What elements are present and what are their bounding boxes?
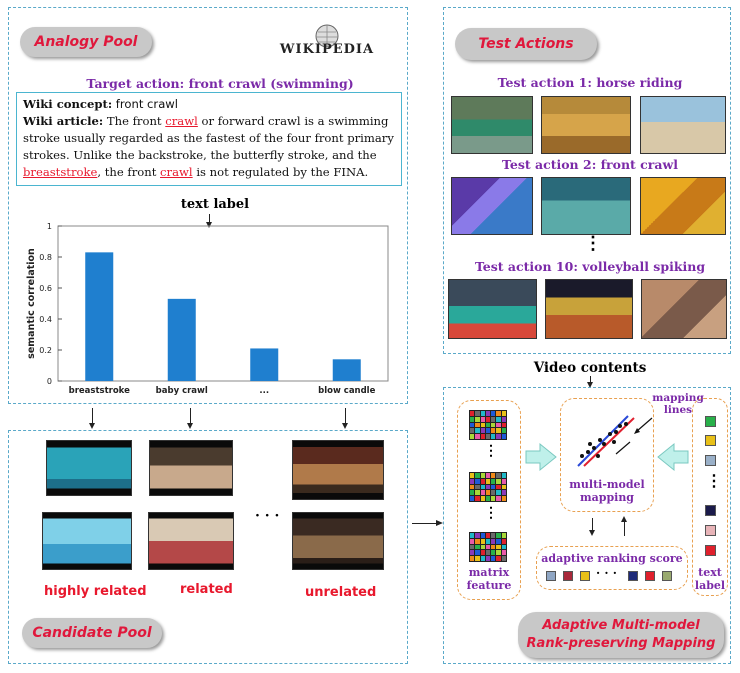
matrix-cell: [496, 550, 500, 555]
mapping-title: [518, 612, 724, 658]
thumb-horse-3: [640, 96, 726, 154]
matrix-cell: [475, 545, 479, 550]
wikipedia-logo: [272, 22, 382, 60]
matrix-grid-2: [469, 472, 507, 502]
matrix-label-line1: matrix: [468, 566, 510, 579]
matrix-cell: [486, 550, 490, 555]
text-square-4: [705, 505, 716, 516]
wiki-article-label: Wiki article:: [23, 114, 104, 128]
bar-3: [333, 359, 361, 381]
matrix-cell: [496, 485, 500, 490]
matrix-cell: [496, 423, 500, 428]
x-tick-label: breaststroke: [68, 386, 130, 396]
y-tick-label: 0.4: [39, 315, 52, 324]
matrix-cell: [486, 539, 490, 544]
wiki-concept-label: Wiki concept:: [23, 97, 113, 111]
y-tick-label: 0: [46, 377, 52, 386]
matrix-cell: [470, 556, 474, 561]
matrix-cell: [491, 485, 495, 490]
score-square-3: [580, 571, 590, 581]
matrix-cell: [491, 556, 495, 561]
matrix-cell: [502, 423, 506, 428]
matrix-cell: [470, 550, 474, 555]
adaptive-ranking-label: adaptive ranking score: [541, 552, 683, 565]
matrix-cell: [491, 428, 495, 433]
target-action-label: Target action: front crawl (swimming): [86, 76, 354, 91]
label-highly-related: highly related: [44, 584, 147, 599]
matrix-cell: [475, 539, 479, 544]
article-part-2: or forward crawl is a swimming stroke usually regarded as the fastest of the four front primary strokes. Unlike the backstroke, the butterfly stroke, and the: [23, 114, 394, 162]
matrix-cell: [491, 539, 495, 544]
article-link-crawl-2[interactable]: crawl: [160, 165, 193, 179]
matrix-cell: [491, 479, 495, 484]
matrix-cell: [470, 485, 474, 490]
matrix-dots-1: ⋮: [484, 443, 498, 459]
matrix-cell: [496, 496, 500, 501]
label-unrelated: unrelated: [305, 585, 377, 600]
matrix-grid-1: [469, 410, 507, 440]
arrow-to-related-head: [187, 423, 193, 429]
arrow-to-highly-related-head: [89, 423, 95, 429]
matrix-cell: [486, 479, 490, 484]
matrix-cell: [475, 423, 479, 428]
matrix-cell: [470, 434, 474, 439]
matrix-cell: [475, 417, 479, 422]
text-square-6: [705, 545, 716, 556]
matrix-cell: [486, 533, 490, 538]
matrix-cell: [481, 423, 485, 428]
matrix-cell: [475, 490, 479, 495]
matrix-cell: [496, 479, 500, 484]
arrow-matrix-to-mapping: [524, 442, 558, 472]
score-dots: · · ·: [596, 566, 617, 580]
matrix-cell: [502, 556, 506, 561]
matrix-cell: [475, 479, 479, 484]
matrix-cell: [481, 434, 485, 439]
matrix-cell: [470, 417, 474, 422]
thumb-crawl-3: [640, 177, 726, 235]
bar-1: [168, 299, 196, 381]
matrix-cell: [486, 485, 490, 490]
thumb-swimmer-1: [46, 440, 132, 496]
arrow-candidate-to-mapping: [412, 523, 436, 524]
thumb-candle-1: [292, 440, 384, 500]
candidate-ellipsis: · · ·: [255, 508, 280, 524]
mapping-lines-pointer: [632, 416, 656, 436]
article-part-6: is not regulated by the FINA.: [192, 165, 369, 179]
text-square-3: [705, 455, 716, 466]
matrix-cell: [470, 479, 474, 484]
thumb-baby-2: [148, 512, 234, 570]
arrow-candidate-to-mapping-head: [436, 520, 443, 526]
matrix-cell: [496, 417, 500, 422]
multi-model-label: [562, 478, 652, 504]
wikipedia-wordmark: WIKIPEDIA: [279, 42, 375, 57]
matrix-cell: [502, 539, 506, 544]
score-square-5: [645, 571, 655, 581]
text-square-2: [705, 435, 716, 446]
matrix-cell: [491, 423, 495, 428]
text-label-caption: text label: [180, 197, 250, 212]
matrix-label-line2: feature: [466, 579, 512, 592]
matrix-cell: [486, 411, 490, 416]
matrix-cell: [491, 533, 495, 538]
matrix-cell: [486, 490, 490, 495]
matrix-cell: [502, 496, 506, 501]
test-action-1-label: Test action 1: horse riding: [497, 75, 683, 90]
arrow-score-to-mapping: [624, 522, 625, 536]
matrix-cell: [486, 417, 490, 422]
matrix-cell: [496, 545, 500, 550]
text-label-line2: label: [694, 579, 726, 592]
matrix-cell: [481, 556, 485, 561]
wiki-box: [16, 92, 402, 186]
y-tick-label: 0.6: [39, 284, 52, 293]
matrix-dots-2: ⋮: [484, 505, 498, 521]
article-part-4: , the front: [97, 165, 161, 179]
matrix-cell: [496, 490, 500, 495]
thumb-crawl-1: [451, 177, 533, 235]
matrix-cell: [486, 545, 490, 550]
wiki-concept-row: [23, 96, 395, 113]
y-axis-label: semantic correlation: [26, 248, 37, 359]
thumb-horse-1: [451, 96, 533, 154]
mapping-title-line1: Adaptive Multi-model: [542, 618, 700, 633]
mapping-lines-line1: mapping: [652, 392, 704, 404]
matrix-cell: [481, 485, 485, 490]
arrow-to-unrelated: [345, 408, 346, 424]
analogy-pool-title: Analogy Pool: [20, 27, 152, 57]
matrix-cell: [481, 479, 485, 484]
mapping-lines-plot: [568, 404, 648, 474]
text-label-line1: text: [698, 566, 722, 579]
matrix-cell: [470, 496, 474, 501]
arrow-mapping-to-score-head: [589, 530, 595, 536]
article-link-crawl[interactable]: crawl: [165, 114, 198, 128]
bar-2: [250, 348, 278, 381]
x-tick-label: baby crawl: [155, 386, 208, 396]
thumb-horse-2: [541, 96, 631, 154]
matrix-cell: [491, 550, 495, 555]
score-square-4: [628, 571, 638, 581]
semantic-correlation-chart: [14, 222, 404, 402]
matrix-cell: [470, 533, 474, 538]
score-square-1: [546, 571, 556, 581]
matrix-cell: [470, 423, 474, 428]
score-square-6: [662, 571, 672, 581]
thumb-candle-2: [292, 512, 384, 570]
arrow-mapping-to-score: [592, 518, 593, 530]
matrix-cell: [502, 411, 506, 416]
y-tick-label: 0.2: [39, 346, 52, 355]
matrix-cell: [491, 545, 495, 550]
thumb-volleyball-2: [545, 279, 633, 339]
matrix-cell: [502, 434, 506, 439]
matrix-cell: [496, 556, 500, 561]
y-tick-label: 0.8: [39, 253, 52, 262]
matrix-cell: [496, 539, 500, 544]
matrix-cell: [475, 411, 479, 416]
mapping-title-line2: Rank-preserving Mapping: [526, 636, 716, 651]
thumb-swimmer-2: [42, 512, 132, 570]
text-square-5: [705, 525, 716, 536]
matrix-cell: [475, 496, 479, 501]
matrix-cell: [491, 411, 495, 416]
matrix-cell: [491, 473, 495, 478]
arrow-score-to-mapping-head: [621, 516, 627, 522]
arrow-to-related: [190, 408, 191, 424]
matrix-cell: [496, 473, 500, 478]
matrix-cell: [502, 485, 506, 490]
text-label-dots: ⋮: [706, 471, 722, 490]
text-label-caption-right: [692, 566, 728, 592]
bar-0: [85, 252, 113, 381]
arrow-to-unrelated-head: [342, 423, 348, 429]
thumb-baby-1: [149, 440, 233, 496]
matrix-cell: [502, 533, 506, 538]
matrix-cell: [502, 490, 506, 495]
matrix-cell: [475, 434, 479, 439]
matrix-cell: [502, 417, 506, 422]
x-tick-label: blow candle: [318, 386, 376, 396]
article-link-breaststroke[interactable]: breaststroke: [23, 165, 98, 179]
matrix-cell: [491, 490, 495, 495]
matrix-cell: [502, 428, 506, 433]
matrix-cell: [491, 417, 495, 422]
matrix-cell: [486, 434, 490, 439]
test-actions-title: Test Actions: [455, 28, 597, 60]
matrix-cell: [481, 411, 485, 416]
matrix-cell: [481, 550, 485, 555]
matrix-cell: [470, 490, 474, 495]
matrix-cell: [481, 533, 485, 538]
matrix-cell: [475, 428, 479, 433]
matrix-cell: [502, 550, 506, 555]
matrix-cell: [496, 434, 500, 439]
matrix-cell: [486, 556, 490, 561]
multi-model-line1: multi-model: [569, 478, 645, 491]
matrix-cell: [481, 545, 485, 550]
matrix-cell: [496, 428, 500, 433]
test-actions-dots: ⋮: [584, 233, 602, 254]
candidate-pool-title: Candidate Pool: [22, 618, 162, 648]
matrix-feature-label: [458, 566, 520, 592]
text-square-1: [705, 416, 716, 427]
matrix-cell: [486, 428, 490, 433]
arrow-to-highly-related: [92, 408, 93, 424]
test-action-10-label: Test action 10: volleyball spiking: [474, 259, 706, 274]
wiki-article-text: [23, 113, 395, 181]
matrix-cell: [470, 428, 474, 433]
multi-model-line2: mapping: [579, 491, 635, 504]
matrix-cell: [470, 539, 474, 544]
mapping-lines-line2: lines: [663, 404, 693, 416]
matrix-grid-3: [469, 532, 507, 562]
thumb-volleyball-3: [641, 279, 727, 339]
label-related: related: [180, 582, 233, 597]
matrix-cell: [481, 539, 485, 544]
video-contents-label: Video contents: [533, 360, 647, 376]
matrix-cell: [481, 473, 485, 478]
matrix-cell: [502, 473, 506, 478]
thumb-volleyball-1: [448, 279, 537, 339]
matrix-cell: [481, 490, 485, 495]
matrix-cell: [475, 473, 479, 478]
x-tick-label: ...: [259, 386, 270, 396]
y-tick-label: 1: [46, 222, 52, 231]
matrix-cell: [502, 545, 506, 550]
matrix-cell: [475, 485, 479, 490]
matrix-cell: [481, 417, 485, 422]
matrix-cell: [502, 479, 506, 484]
article-part-0: The front: [106, 114, 166, 128]
test-action-2-label: Test action 2: front crawl: [502, 157, 678, 172]
thumb-crawl-2: [541, 177, 631, 235]
matrix-cell: [470, 411, 474, 416]
matrix-cell: [475, 556, 479, 561]
matrix-cell: [481, 428, 485, 433]
score-square-2: [563, 571, 573, 581]
matrix-cell: [470, 545, 474, 550]
arrow-text-to-mapping: [656, 442, 690, 472]
matrix-cell: [475, 550, 479, 555]
matrix-cell: [491, 434, 495, 439]
matrix-cell: [486, 473, 490, 478]
matrix-cell: [481, 496, 485, 501]
matrix-cell: [475, 533, 479, 538]
wiki-concept-value: front crawl: [115, 97, 178, 111]
matrix-cell: [496, 411, 500, 416]
matrix-cell: [491, 496, 495, 501]
matrix-cell: [486, 423, 490, 428]
matrix-cell: [486, 496, 490, 501]
matrix-cell: [470, 473, 474, 478]
matrix-cell: [496, 533, 500, 538]
